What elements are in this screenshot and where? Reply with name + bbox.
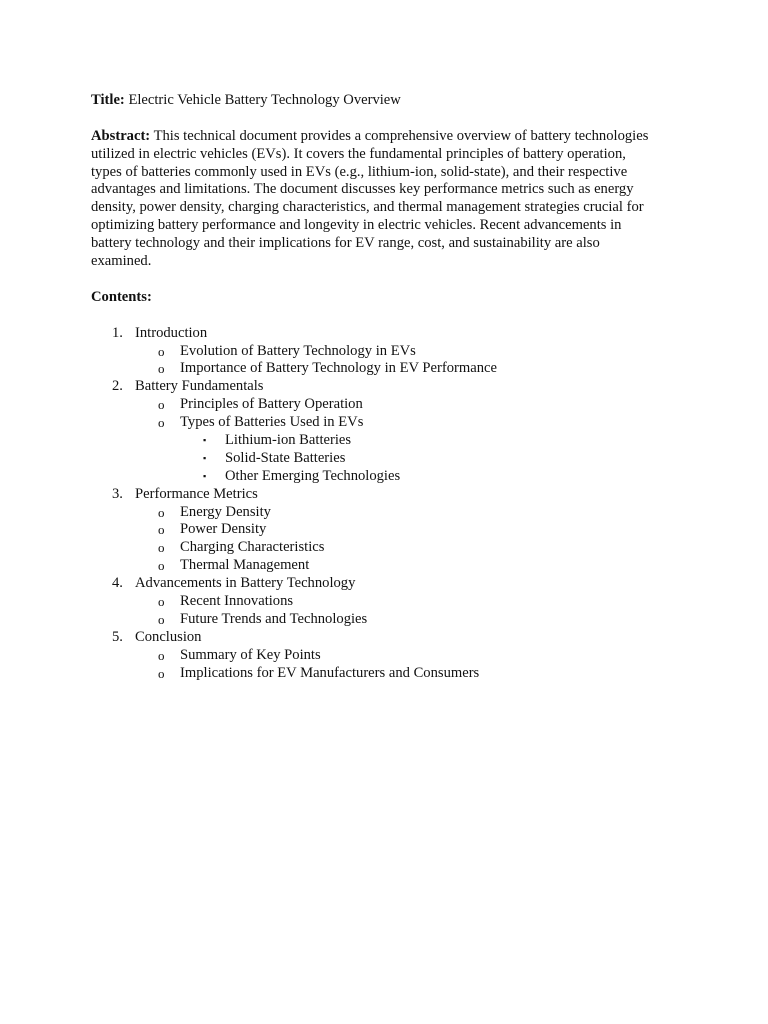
item-label: Recent Innovations: [180, 592, 294, 609]
abstract-line: types of batteries commonly used in EVs (e.g., lithium-ion, solid-state), and their respective: [91, 163, 628, 180]
table-of-contents: [91, 325, 681, 683]
toc-item: [91, 539, 681, 557]
toc-subitem: [91, 432, 681, 450]
abstract-line: [91, 128, 681, 146]
abstract-line: battery technology and their implications for EV range, cost, and sustainability are also: [91, 235, 600, 252]
document-title: Electric Vehicle Battery Technology Overview: [128, 92, 401, 108]
section-label: Battery Fundamentals: [135, 378, 264, 395]
item-label: Importance of Battery Technology in EV Performance: [180, 360, 497, 377]
section-label: Introduction: [135, 324, 208, 341]
toc-item: [91, 611, 681, 629]
circle-bullet-icon: o: [158, 558, 165, 574]
circle-bullet-icon: o: [158, 665, 165, 681]
abstract-line: utilized in electric vehicles (EVs). It covers the fundamental principles of battery operation,: [91, 145, 626, 162]
item-label: Evolution of Battery Technology in EVs: [180, 342, 416, 359]
item-label: Charging Characteristics: [180, 539, 325, 556]
item-label: Energy Density: [180, 503, 271, 520]
abstract-line: optimizing battery performance and longevity in electric vehicles. Recent advancements in: [91, 217, 622, 234]
abstract-paragraph: [91, 128, 681, 271]
section-number: 1.: [112, 324, 123, 341]
circle-bullet-icon: o: [158, 504, 165, 520]
section-label: Conclusion: [135, 628, 202, 645]
toc-item: [91, 557, 681, 575]
circle-bullet-icon: o: [158, 343, 165, 359]
item-label: Implications for EV Manufacturers and Consumers: [180, 664, 480, 681]
circle-bullet-icon: o: [158, 397, 165, 413]
circle-bullet-icon: o: [158, 611, 165, 627]
section-number: 4.: [112, 575, 123, 592]
circle-bullet-icon: o: [158, 540, 165, 556]
circle-bullet-icon: o: [158, 361, 165, 377]
item-label: Summary of Key Points: [180, 646, 321, 663]
toc-item: [91, 360, 681, 378]
item-label: Principles of Battery Operation: [180, 396, 363, 413]
circle-bullet-icon: o: [158, 647, 165, 663]
abstract-line: density, power density, charging characteristics, and thermal management strategies crucial for: [91, 199, 644, 216]
abstract-line: advantages and limitations. The document discusses key performance metrics such as energy: [91, 181, 634, 198]
toc-section: [91, 325, 681, 343]
toc-item: [91, 665, 681, 683]
section-number: 3.: [112, 485, 123, 502]
toc-item: [91, 647, 681, 665]
toc-section: [91, 486, 681, 504]
section-number: 5.: [112, 628, 123, 645]
section-number: 2.: [112, 378, 123, 395]
toc-item: [91, 504, 681, 522]
section-label: Advancements in Battery Technology: [135, 575, 356, 592]
document-page: [91, 92, 681, 682]
circle-bullet-icon: o: [158, 593, 165, 609]
title-label: Title:: [91, 92, 125, 108]
title-paragraph: [91, 92, 681, 110]
abstract-line: examined.: [91, 253, 152, 270]
subitem-label: Lithium-ion Batteries: [225, 431, 352, 448]
toc-section: [91, 629, 681, 647]
toc-section: [91, 575, 681, 593]
toc-item: [91, 343, 681, 361]
subitem-label: Solid-State Batteries: [225, 449, 346, 466]
toc-section: [91, 378, 681, 396]
square-bullet-icon: ▪: [203, 434, 207, 445]
square-bullet-icon: ▪: [203, 452, 207, 463]
subitem-label: Other Emerging Technologies: [225, 467, 401, 484]
circle-bullet-icon: o: [158, 415, 165, 431]
circle-bullet-icon: o: [158, 522, 165, 538]
toc-subitem: [91, 450, 681, 468]
toc-item: [91, 521, 681, 539]
contents-heading: Contents:: [91, 288, 152, 305]
item-label: Thermal Management: [180, 557, 310, 574]
toc-item: [91, 414, 681, 432]
item-label: Power Density: [180, 521, 267, 538]
abstract-label: Abstract:: [91, 127, 151, 144]
item-label: Future Trends and Technologies: [180, 610, 368, 627]
section-label: Performance Metrics: [135, 485, 258, 502]
toc-item: [91, 593, 681, 611]
item-label: Types of Batteries Used in EVs: [180, 414, 364, 431]
toc-subitem: [91, 468, 681, 486]
abstract-text: This technical document provides a comprehensive overview of battery technologies: [153, 127, 649, 144]
square-bullet-icon: ▪: [203, 470, 207, 481]
toc-item: [91, 396, 681, 414]
